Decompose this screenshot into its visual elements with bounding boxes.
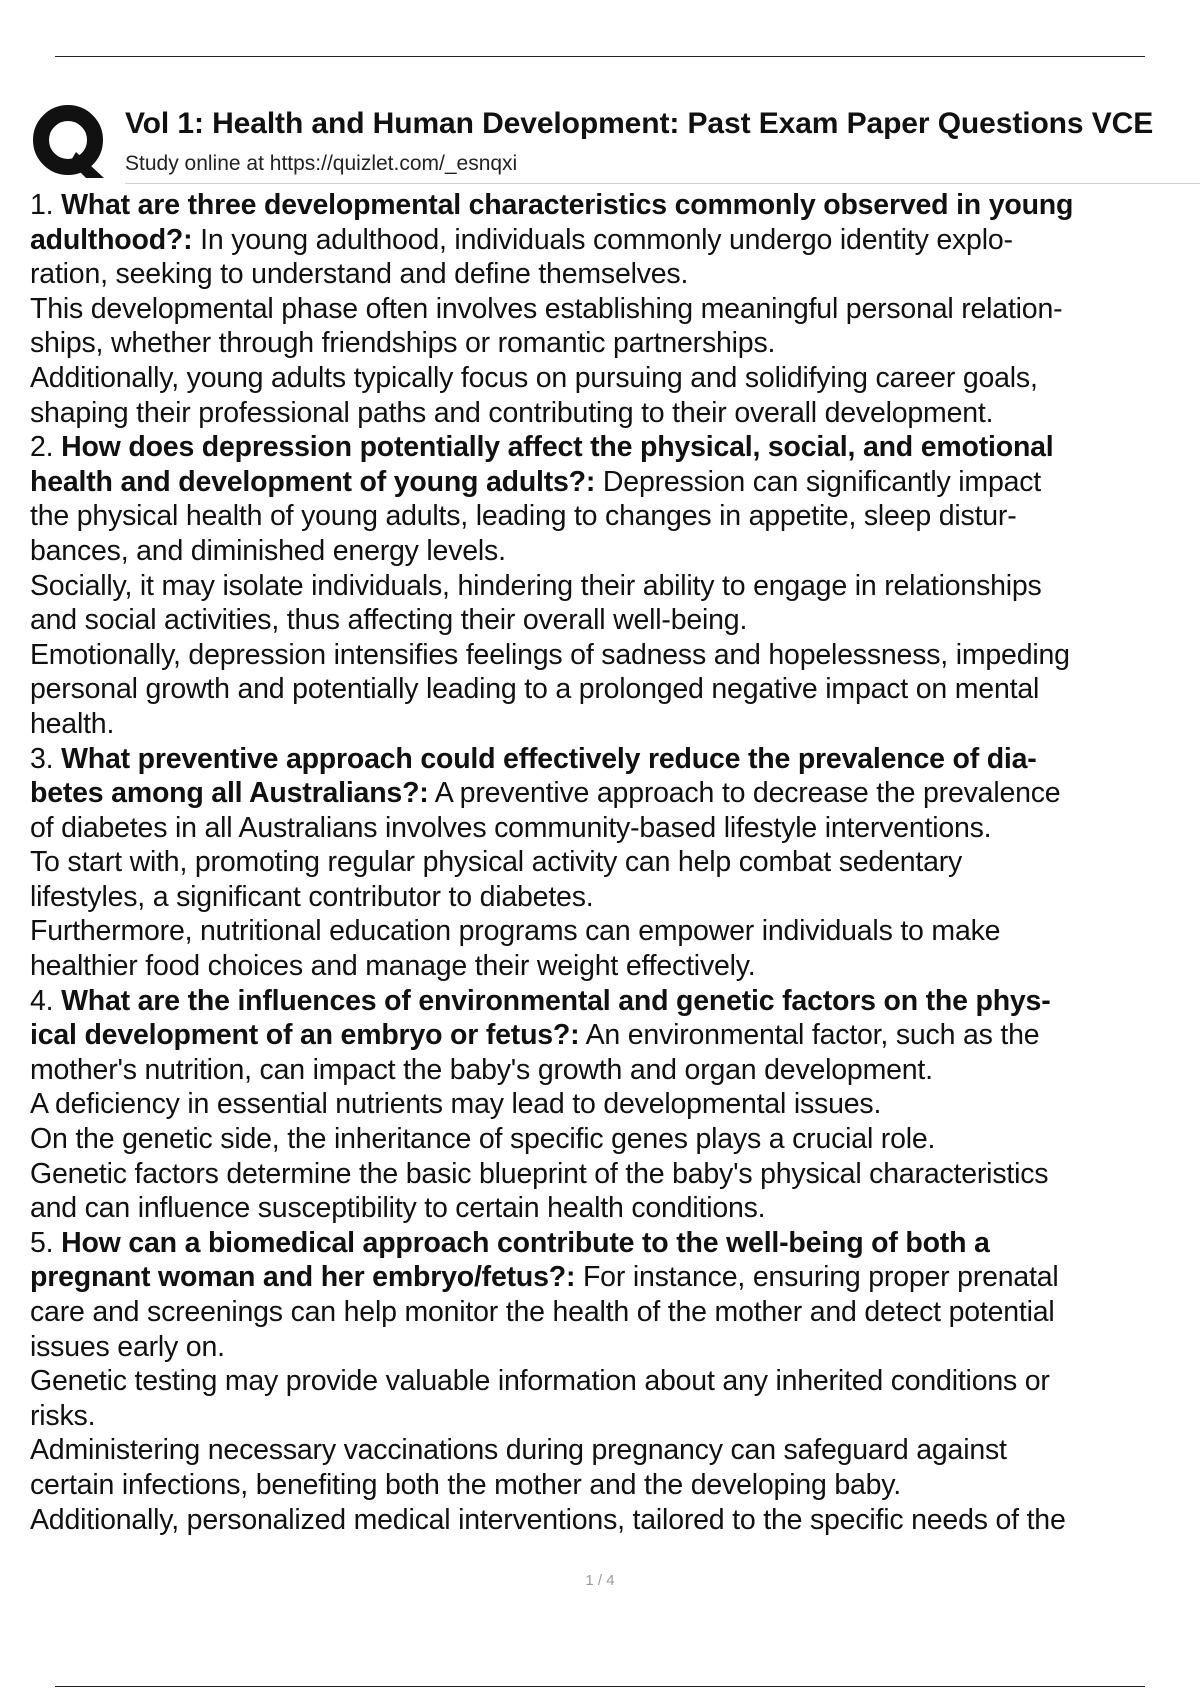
answer-text: personal growth and potentially leading to a prolonged negative impact on mental <box>30 673 1040 706</box>
answer-text: A preventive approach to decrease the prevalence <box>428 777 1061 810</box>
answer-text: 4. <box>30 984 62 1017</box>
question-text: What preventive approach could effectively reduce the prevalence of dia- <box>61 742 1037 775</box>
text-line <box>30 292 1180 327</box>
text-line <box>30 776 1180 811</box>
question-text: What are the influences of environmental and genetic factors on the phys- <box>61 984 1051 1017</box>
page-title: Vol 1: Health and Human Development: Past Exam Paper Questions VCE <box>125 107 1154 140</box>
answer-text: 3. <box>30 742 62 775</box>
question-text: pregnant woman and her embryo/fetus?: <box>30 1261 576 1294</box>
answer-text: of diabetes in all Australians involves community-based lifestyle interventions. <box>30 811 992 844</box>
answer-text: For instance, ensuring proper prenatal <box>575 1261 1059 1294</box>
answer-text: shaping their professional paths and contributing to their overall development. <box>30 396 994 429</box>
answer-text: 2. <box>30 431 62 464</box>
text-line <box>30 257 1180 292</box>
answer-text: A deficiency in essential nutrients may lead to developmental issues. <box>30 1088 882 1121</box>
text-line <box>30 742 1180 777</box>
study-online-link[interactable]: Study online at https://quizlet.com/_esnqxi <box>125 152 518 175</box>
question-text: How can a biomedical approach contribute to the well-being of both a <box>61 1226 990 1259</box>
text-line <box>30 499 1180 534</box>
answer-text: An environmental factor, such as the <box>579 1019 1040 1052</box>
answer-text: issues early on. <box>30 1330 225 1363</box>
answer-text: To start with, promoting regular physical activity can help combat sedentary <box>30 846 963 879</box>
text-line <box>30 1364 1180 1399</box>
answer-text: and social activities, thus affecting their overall well-being. <box>30 604 748 637</box>
bottom-rule <box>55 1686 1145 1687</box>
text-line <box>30 949 1180 984</box>
text-line <box>30 984 1180 1019</box>
answer-text: In young adulthood, individuals commonly undergo identity explo- <box>192 223 1013 256</box>
text-line <box>30 603 1180 638</box>
text-line <box>30 707 1180 742</box>
answer-text: Administering necessary vaccinations during pregnancy can safeguard against <box>30 1434 1007 1467</box>
text-line <box>30 1260 1180 1295</box>
answer-text: 1. <box>30 189 62 221</box>
answer-text: ration, seeking to understand and define themselves. <box>30 258 689 291</box>
answer-text: health. <box>30 707 115 740</box>
text-line <box>30 326 1180 361</box>
answer-text: ships, whether through friendships or romantic partnerships. <box>30 327 776 360</box>
text-line <box>30 638 1180 673</box>
answer-text: the physical health of young adults, leading to changes in appetite, sleep distur- <box>30 500 1017 533</box>
text-line <box>30 1191 1180 1226</box>
answer-text: Emotionally, depression intensifies feelings of sadness and hopelessness, impeding <box>30 638 1070 671</box>
text-line <box>30 1433 1180 1468</box>
answer-text: Depression can significantly impact <box>595 465 1042 498</box>
answer-text: This developmental phase often involves establishing meaningful personal relation- <box>30 292 1063 325</box>
answer-text: Additionally, personalized medical interventions, tailored to the specific needs of the <box>30 1503 1066 1536</box>
answer-text: healthier food choices and manage their weight effectively. <box>30 950 756 983</box>
page-number: 1 / 4 <box>585 1572 615 1589</box>
text-line <box>30 361 1180 396</box>
answer-text: mother's nutrition, can impact the baby's growth and organ development. <box>30 1053 933 1086</box>
answer-text: Socially, it may isolate individuals, hindering their ability to engage in relationships <box>30 569 1042 602</box>
text-line <box>30 1053 1180 1088</box>
answer-text: bances, and diminished energy levels. <box>30 534 506 567</box>
answer-text: lifestyles, a significant contributor to diabetes. <box>30 880 594 913</box>
text-line <box>30 223 1180 258</box>
text-line <box>30 914 1180 949</box>
text-line <box>30 672 1180 707</box>
text-line <box>30 880 1180 915</box>
question-text: What are three developmental characteristics commonly observed in young <box>61 189 1074 221</box>
text-line <box>30 811 1180 846</box>
answer-text: certain infections, benefiting both the mother and the developing baby. <box>30 1468 901 1501</box>
question-text: adulthood?: <box>30 223 193 256</box>
text-line <box>30 1122 1180 1157</box>
text-line <box>30 1226 1180 1261</box>
header-divider <box>125 183 1200 184</box>
answer-text: Additionally, young adults typically focus on pursuing and solidifying career goals, <box>30 361 1038 394</box>
text-line <box>30 1018 1180 1053</box>
answer-text: and can influence susceptibility to certain health conditions. <box>30 1192 766 1225</box>
svg-text:Q: Q <box>30 102 31 103</box>
text-line <box>30 1399 1180 1434</box>
text-line <box>30 465 1180 500</box>
text-line <box>30 188 1180 223</box>
text-line <box>30 534 1180 569</box>
answer-text: Genetic testing may provide valuable information about any inherited conditions or <box>30 1365 1050 1398</box>
question-text: How does depression potentially affect the physical, social, and emotional <box>61 431 1054 464</box>
answer-text: risks. <box>30 1399 96 1432</box>
quizlet-logo-icon <box>30 102 108 180</box>
text-line <box>30 1087 1180 1122</box>
text-line <box>30 569 1180 604</box>
text-line <box>30 396 1180 431</box>
text-line <box>30 1157 1180 1192</box>
question-list <box>30 188 1180 1537</box>
text-line <box>30 845 1180 880</box>
question-text: health and development of young adults?: <box>30 465 596 498</box>
text-line <box>30 1468 1180 1503</box>
top-rule <box>55 56 1145 57</box>
answer-text: Furthermore, nutritional education programs can empower individuals to make <box>30 915 1001 948</box>
text-line <box>30 1503 1180 1538</box>
question-text: ical development of an embryo or fetus?: <box>30 1019 580 1052</box>
answer-text: care and screenings can help monitor the health of the mother and detect potential <box>30 1296 1055 1328</box>
answer-text: Genetic factors determine the basic blueprint of the baby's physical characteristics <box>30 1157 1049 1190</box>
document-header <box>28 100 1188 182</box>
text-line <box>30 430 1180 465</box>
text-line <box>30 1330 1180 1365</box>
answer-text: 5. <box>30 1226 62 1259</box>
answer-text: On the genetic side, the inheritance of specific genes plays a crucial role. <box>30 1123 936 1156</box>
question-text: betes among all Australians?: <box>30 777 429 810</box>
text-line <box>30 1295 1180 1330</box>
